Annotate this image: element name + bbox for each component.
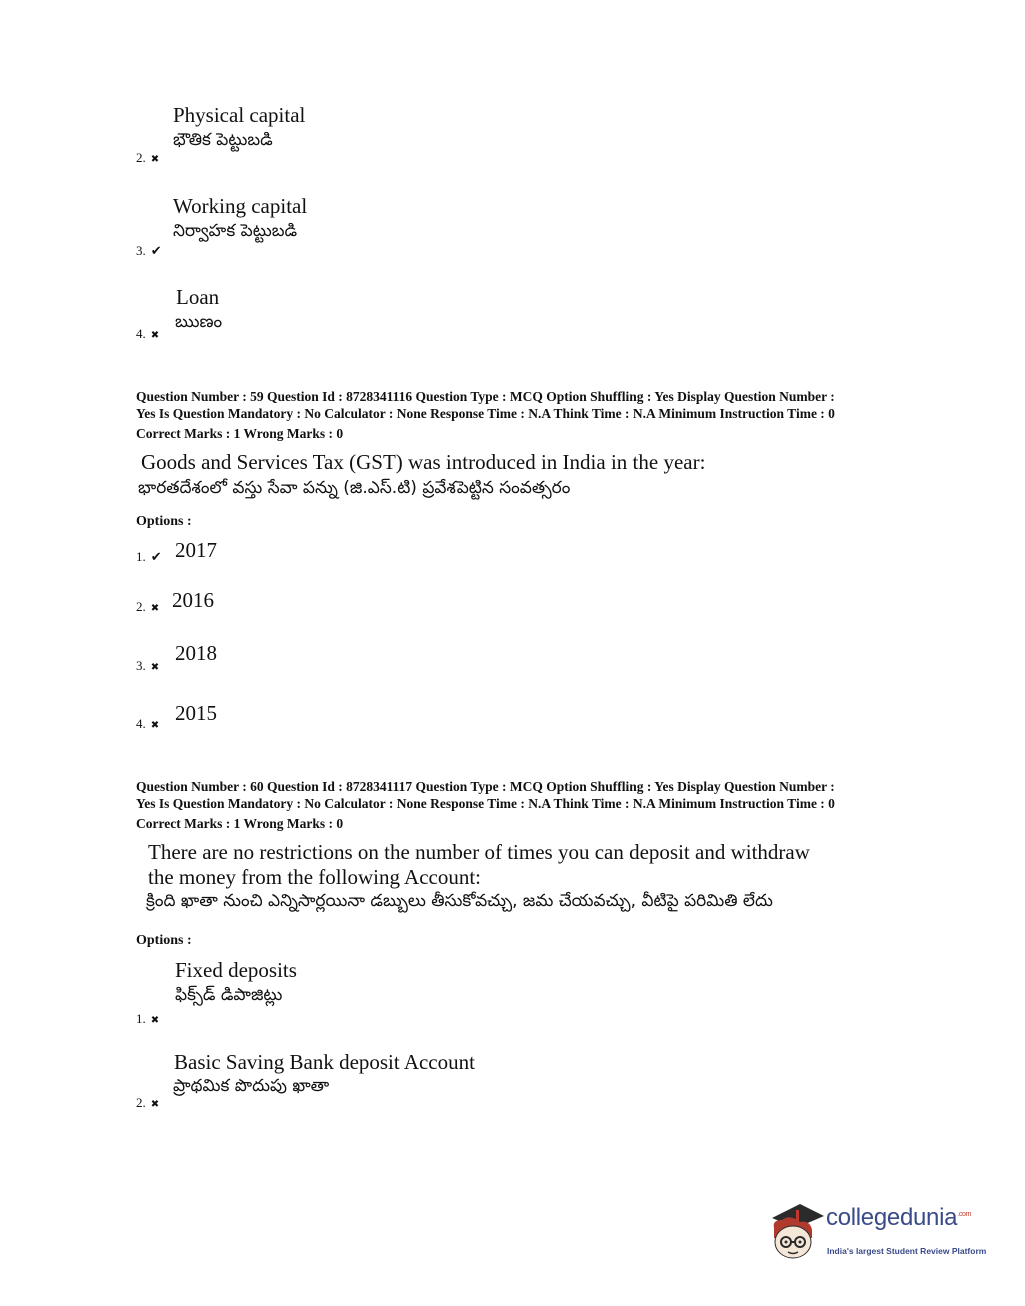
logo-wordmark <box>826 1204 971 1232</box>
option-number: 1. <box>136 549 146 564</box>
logo-name: collegedunia <box>826 1204 958 1231</box>
question-meta-line: Question Number : 60 Question Id : 8728341117 Question Type : MCQ Option Shuffling : Yes Display Question Number : <box>136 779 835 794</box>
wrong-mark-icon: ✖ <box>150 154 160 165</box>
question-text-en: There are no restrictions on the number of times you can deposit and withdraw <box>148 840 810 864</box>
option-text-te: ఫిక్స్‌డ్ డిపాజిట్లు <box>175 985 283 1005</box>
option-text: 2017 <box>175 538 217 562</box>
wrong-mark-icon: ✖ <box>150 1099 160 1110</box>
option-number: 3. <box>136 243 146 258</box>
wrong-mark-icon: ✖ <box>150 603 160 614</box>
option-text-en: Physical capital <box>173 103 306 127</box>
option-number: 2. <box>136 599 146 614</box>
option-text-en: Fixed deposits <box>175 958 297 982</box>
option-number: 3. <box>136 658 146 673</box>
option-number-row <box>136 326 159 342</box>
option-text-te: ప్రాథమిక పొదుపు ఖాతా <box>173 1076 330 1096</box>
option-text-en: Loan <box>176 285 220 309</box>
option-number: 4. <box>136 716 146 731</box>
check-mark-icon: ✔ <box>150 550 162 565</box>
wrong-mark-icon: ✖ <box>150 1015 160 1026</box>
option-number-row <box>136 150 159 166</box>
option-number: 2. <box>136 150 146 165</box>
option-number-row <box>136 716 159 732</box>
option-text: 2018 <box>175 641 217 665</box>
option-text-te: ఋణం <box>175 312 223 332</box>
question-text-en: Goods and Services Tax (GST) was introduced in India in the year: <box>141 450 706 474</box>
question-meta-line: Yes Is Question Mandatory : No Calculator : None Response Time : N.A Think Time : N.A Minimum Instruction Time : 0 <box>136 406 835 421</box>
option-text-te: భౌతిక పెట్టుబడి <box>173 130 273 150</box>
check-mark-icon: ✔ <box>150 244 162 259</box>
option-text-te: నిర్వాహక పెట్టుబడి <box>173 221 298 241</box>
option-text: 2016 <box>172 588 214 612</box>
options-label: Options : <box>136 514 192 529</box>
option-text-en: Working capital <box>173 194 308 218</box>
option-number: 4. <box>136 326 146 341</box>
option-number-row <box>136 599 159 615</box>
option-number-row <box>136 1095 159 1111</box>
question-meta-line: Yes Is Question Mandatory : No Calculator : None Response Time : N.A Think Time : N.A Minimum Instruction Time : 0 <box>136 796 835 811</box>
question-text-te: భారతదేశంలో వస్తు సేవా పన్ను (జి.ఎస్.టి) ప్రవేశపెట్టిన సంవత్సరం <box>138 478 571 498</box>
options-label: Options : <box>136 933 192 948</box>
option-number: 2. <box>136 1095 146 1110</box>
option-number-row <box>136 243 162 259</box>
mascot-icon <box>766 1198 826 1270</box>
collegedunia-logo <box>766 1198 996 1270</box>
question-meta-line: Question Number : 59 Question Id : 8728341116 Question Type : MCQ Option Shuffling : Yes Display Question Number : <box>136 389 835 404</box>
question-marks: Correct Marks : 1 Wrong Marks : 0 <box>136 426 344 441</box>
option-number: 1. <box>136 1011 146 1026</box>
option-number-row <box>136 1011 159 1027</box>
option-text: 2015 <box>175 701 217 725</box>
option-text-en: Basic Saving Bank deposit Account <box>174 1050 475 1074</box>
logo-suffix: .com <box>957 1211 972 1218</box>
wrong-mark-icon: ✖ <box>150 330 160 341</box>
logo-tagline: India's largest Student Review Platform <box>827 1246 987 1256</box>
wrong-mark-icon: ✖ <box>150 662 160 673</box>
option-number-row <box>136 658 159 674</box>
question-text-te: క్రింది ఖాతా నుంచి ఎన్నిసార్లయినా డబ్బులు తీసుకోవచ్చు, జమ చేయవచ్చు, వీటిపై పరిమితి లేదు <box>146 891 773 911</box>
question-marks: Correct Marks : 1 Wrong Marks : 0 <box>136 816 344 831</box>
wrong-mark-icon: ✖ <box>150 720 160 731</box>
question-text-en: the money from the following Account: <box>148 865 482 889</box>
option-number-row <box>136 549 162 565</box>
